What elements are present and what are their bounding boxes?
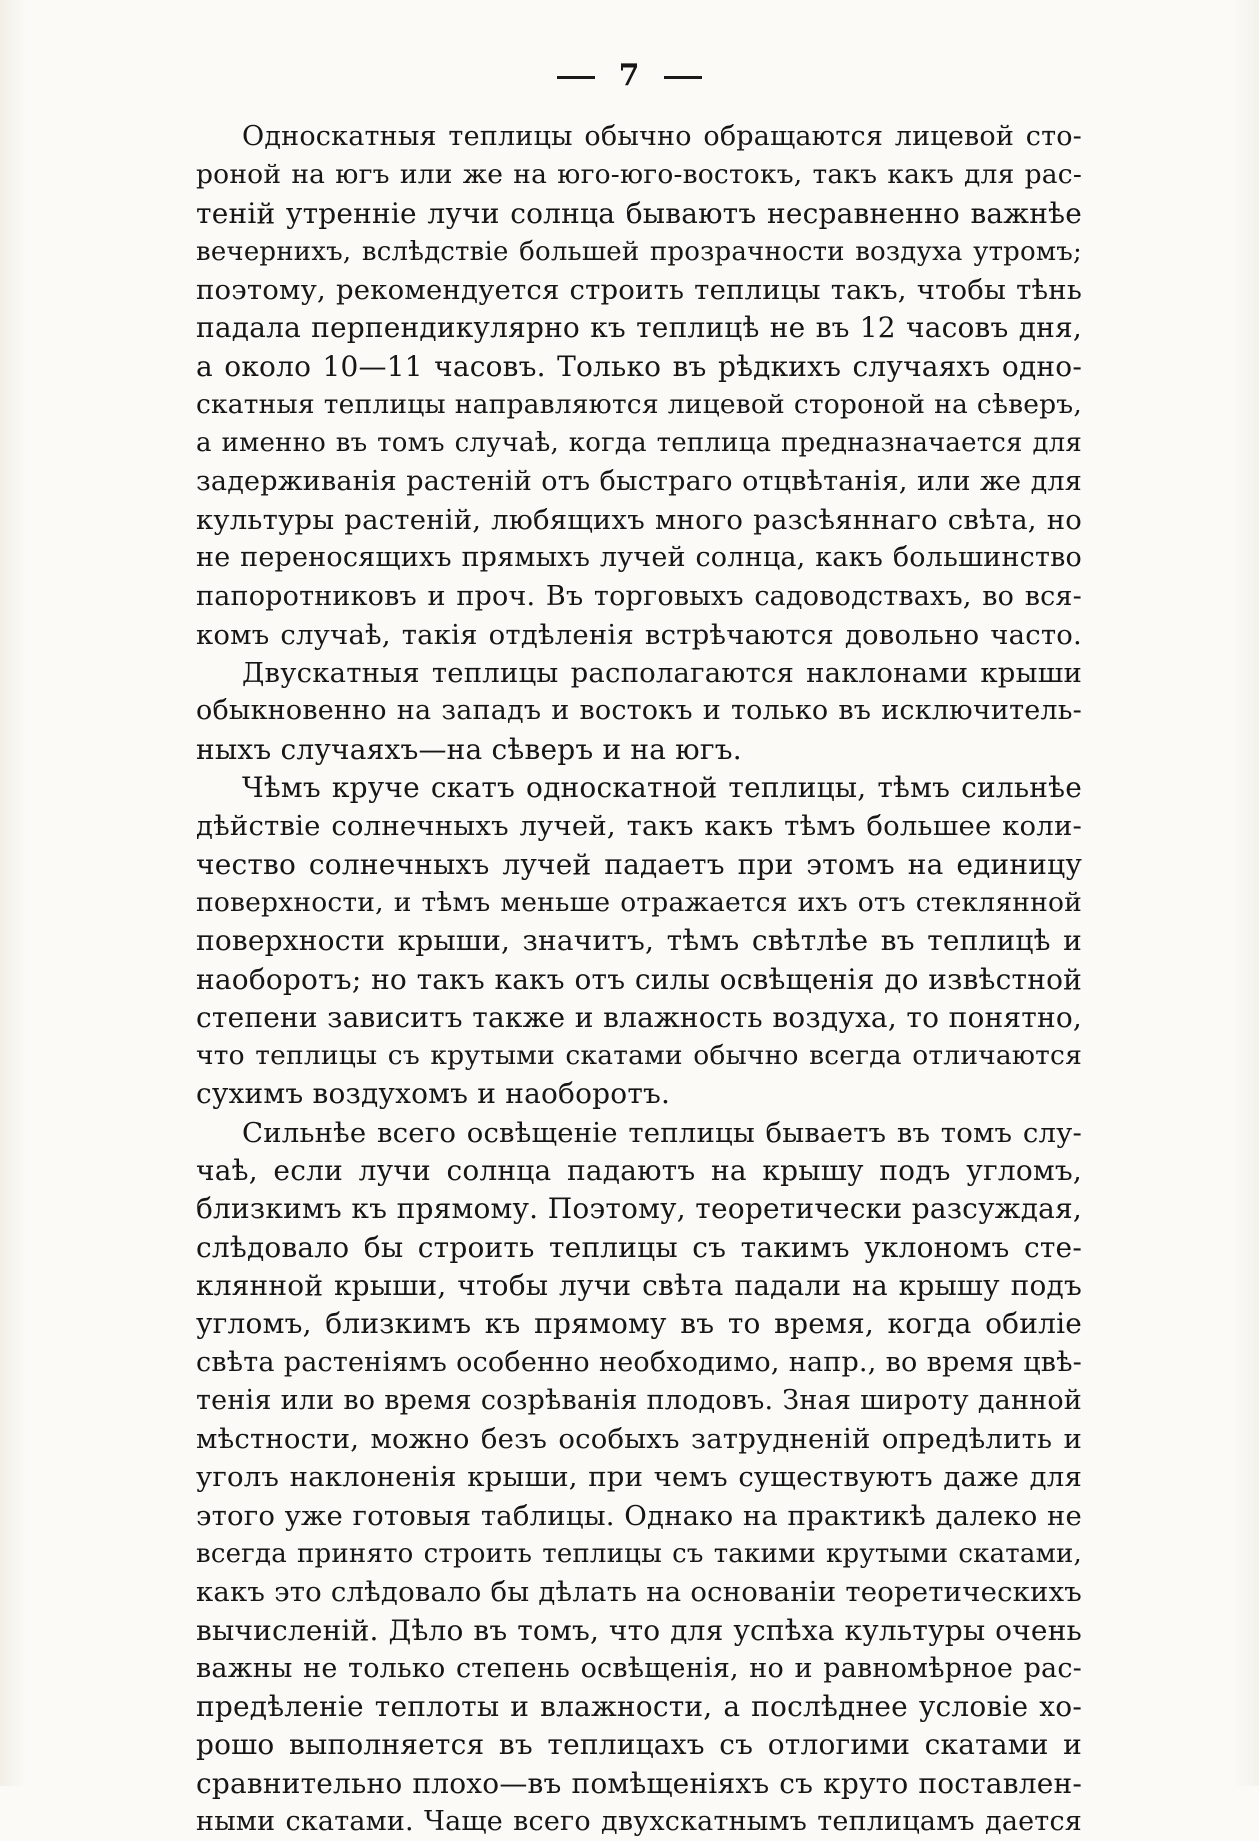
text-line: скатныя теплицы направляются лицевой стороной на сѣверъ, [196, 389, 1082, 421]
text-line: обыкновенно на западъ и востокъ и только въ исключитель- [196, 695, 1082, 727]
text-line: ныхъ случаяхъ—на сѣверъ и на югъ. [196, 732, 742, 766]
page-number: 7 [618, 58, 641, 93]
text-line: а около 10—11 часовъ. Только въ рѣдкихъ случаяхъ одно- [196, 349, 1082, 383]
text-line: сухимъ воздухомъ и наоборотъ. [196, 1077, 671, 1111]
text-line: этого уже готовыя таблицы. Однако на практикѣ далеко не [196, 1499, 1082, 1532]
page-body-text [196, 118, 1082, 1841]
text-line: Чѣмъ круче скатъ односкатной теплицы, тѣмъ сильнѣе [242, 771, 1082, 805]
text-line: свѣта растеніямъ особенно необходимо, напр., во время цвѣ- [196, 1346, 1082, 1378]
text-line: чаѣ, если лучи солнца падаютъ на крышу подъ угломъ, [196, 1154, 1082, 1188]
text-line: близкимъ къ прямому. Поэтому, теоретически разсуждая, [196, 1192, 1082, 1226]
text-line: уголъ наклоненія крыши, при чемъ существуютъ даже для [196, 1461, 1082, 1494]
text-line: комъ случаѣ, такія отдѣленія встрѣчаются довольно часто. [196, 618, 1082, 651]
text-line: поверхности крыши, значитъ, тѣмъ свѣтлѣе въ теплицѣ и [196, 924, 1082, 958]
text-line: степени зависитъ также и влажность воздуха, то понятно, [196, 1000, 1082, 1034]
text-line: слѣдовало бы строить теплицы съ такимъ уклономъ сте- [196, 1230, 1082, 1264]
text-line: важны не только степень освѣщенія, но и равномѣрное рас- [196, 1652, 1082, 1684]
text-line: культуры растеній, любящихъ много разсѣяннаго свѣта, но [196, 503, 1082, 536]
text-line: дѣйствіе солнечныхъ лучей, такъ какъ тѣмъ большее коли- [196, 810, 1082, 843]
text-line: сравнительно плохо—въ помѣщеніяхъ съ круто поставлен- [196, 1766, 1082, 1800]
text-line: мѣстности, можно безъ особыхъ затрудненій опредѣлить и [196, 1423, 1082, 1456]
left-dash [557, 76, 595, 79]
text-line: поэтому, рекомендуется строить теплицы такъ, чтобы тѣнь [196, 274, 1082, 307]
text-line: вечернихъ, вслѣдствіе большей прозрачности воздуха утромъ; [196, 236, 1082, 267]
text-line: Двускатныя теплицы располагаются наклонами крыши [242, 657, 1082, 690]
text-line: рошо выполняется въ теплицахъ съ отлогими скатами и [196, 1728, 1082, 1762]
text-line: какъ это слѣдовало бы дѣлать на основаніи теоретическихъ [196, 1576, 1082, 1609]
text-line: не переносящихъ прямыхъ лучей солнца, какъ большинство [196, 542, 1082, 574]
text-line: роной на югъ или же на юго-юго-востокъ, такъ какъ для рас- [196, 159, 1082, 191]
text-line: чество солнечныхъ лучей падаетъ при этомъ на единицу [196, 847, 1082, 881]
text-line: теній утренніе лучи солнца бываютъ несравненно важнѣе [196, 196, 1082, 230]
text-line: падала перпендикулярно къ теплицѣ не въ 12 часовъ дня, [196, 311, 1082, 345]
text-line: а именно въ томъ случаѣ, когда теплица предназначается для [196, 428, 1082, 459]
text-line: Сильнѣе всего освѣщеніе теплицы бываетъ въ томъ слу- [242, 1116, 1082, 1149]
text-line: тенія или во время созрѣванія плодовъ. Зная широту данной [196, 1384, 1082, 1416]
text-line: Односкатныя теплицы обычно обращаются лицевой сто- [242, 121, 1082, 152]
text-line: наоборотъ; но такъ какъ отъ силы освѣщенія до извѣстной [196, 962, 1082, 996]
text-line: задерживанія растеній отъ быстраго отцвѣтанія, или же для [196, 465, 1082, 497]
page-number-header [0, 58, 1259, 93]
text-line: ными скатами. Чаще всего двухскатнымъ теплицамъ дается [196, 1806, 1082, 1838]
text-line: клянной крыши, чтобы лучи свѣта падали на крышу подъ [196, 1268, 1082, 1302]
text-line: что теплицы съ крутыми скатами обычно всегда отличаются [196, 1040, 1082, 1072]
text-line: вычисленій. Дѣло въ томъ, что для успѣха культуры очень [196, 1613, 1082, 1647]
right-dash [664, 76, 702, 79]
text-line: предѣленіе теплоты и влажности, а послѣднее условіе хо- [196, 1690, 1082, 1724]
text-line: угломъ, близкимъ къ прямому въ то время, когда обиліе [196, 1307, 1082, 1341]
text-line: всегда принято строить теплицы съ такими крутыми скатами, [196, 1538, 1082, 1569]
text-line: поверхности, и тѣмъ меньше отражается ихъ отъ стеклянной [196, 886, 1082, 918]
text-line: папоротниковъ и проч. Въ торговыхъ садоводствахъ, во вся- [196, 580, 1082, 612]
